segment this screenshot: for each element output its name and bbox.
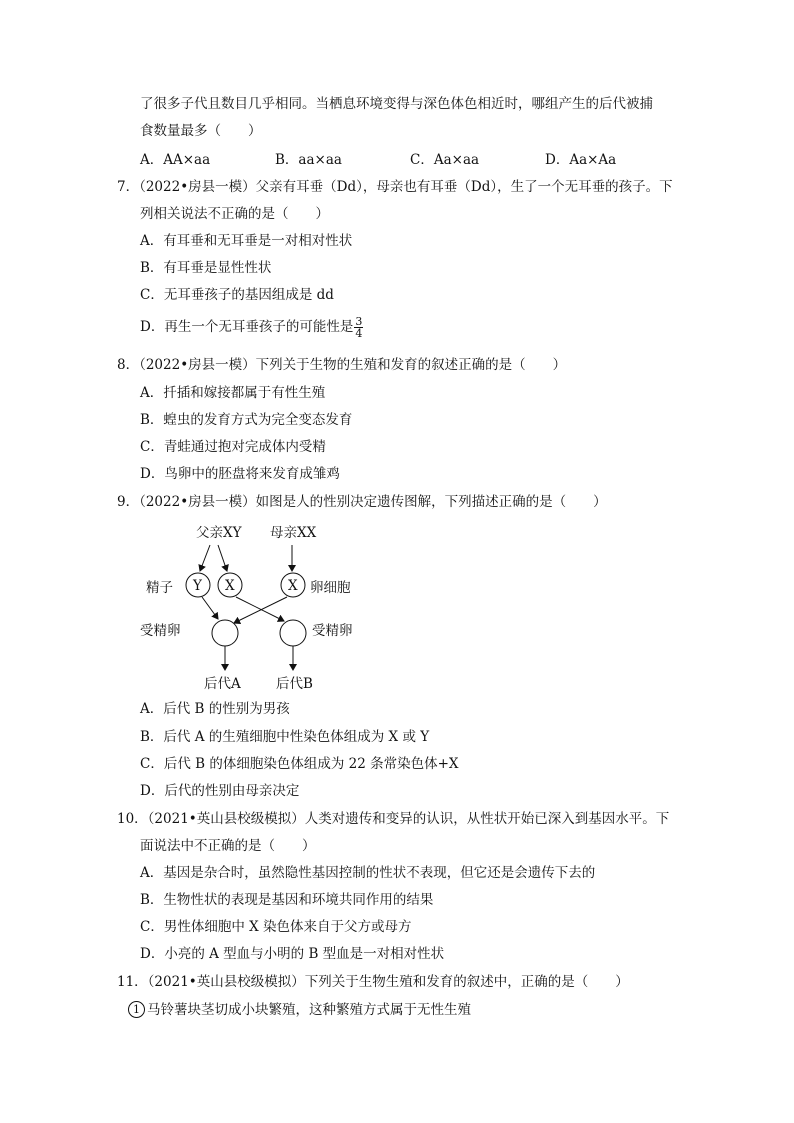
q11-item-1-text: 马铃薯块茎切成小块繁殖，这种繁殖方式属于无性生殖 — [147, 1002, 471, 1018]
q6-stem-line2: 食数量最多（ ） — [140, 123, 262, 139]
q7-option-d[interactable] — [140, 316, 363, 339]
q8-option-a[interactable]: A．扦插和嫁接都属于有性生殖 — [140, 385, 326, 401]
egg-x-text: X — [288, 578, 298, 594]
q6-stem-line1: 了很多子代且数目几乎相同。当栖息环境变得与深色体色相近时，哪组产生的后代被捕 — [140, 96, 653, 112]
q7-stem-line2: 列相关说法不正确的是（ ） — [140, 206, 329, 222]
q7-option-b[interactable]: B．有耳垂是显性性状 — [140, 260, 272, 276]
q8-stem: 8．（2022•房县一模）下列关于生物的生殖和发育的叙述正确的是（ ） — [117, 357, 567, 373]
sperm-y-text: Y — [193, 578, 202, 594]
mother-label: 母亲XX — [270, 525, 317, 541]
q9-option-a[interactable]: A．后代 B 的性别为男孩 — [140, 701, 290, 717]
arrow-father-to-x — [218, 545, 227, 571]
offspring-a-label: 后代A — [204, 676, 241, 692]
arrow-y-to-zygote-a — [202, 597, 218, 619]
zygote-left-label: 受精卵 — [140, 623, 181, 639]
q8-option-c[interactable]: C．青蛙通过抱对完成体内受精 — [140, 439, 326, 455]
arrow-x-to-zygote-b — [236, 597, 284, 621]
q10-option-a[interactable]: A．基因是杂合时，虽然隐性基因控制的性状不表现，但它还是会遗传下去的 — [140, 865, 596, 881]
q8-option-b[interactable]: B．蝗虫的发育方式为完全变态发育 — [140, 412, 353, 428]
q9-option-b[interactable]: B．后代 A 的生殖细胞中性染色体组成为 X 或 Y — [140, 729, 430, 745]
q10-option-d[interactable]: D．小亮的 A 型血与小明的 B 型血是一对相对性状 — [140, 946, 445, 962]
q7-option-d-text: D．再生一个无耳垂孩子的可能性是 — [140, 319, 354, 335]
fraction-denominator: 4 — [355, 327, 363, 340]
arrow-father-to-y — [200, 545, 210, 571]
fraction — [354, 316, 363, 339]
q11-item-1 — [128, 1000, 471, 1020]
q6-option-b[interactable]: B．aa×aa — [275, 152, 342, 168]
egg-label: 卵细胞 — [310, 580, 351, 596]
arrow-egg-to-zygote-a — [234, 597, 287, 623]
q6-option-c[interactable]: C．Aa×aa — [410, 152, 480, 168]
circled-number: 1 — [128, 1001, 145, 1018]
q6-option-a[interactable]: A．AA×aa — [140, 152, 211, 168]
q6-options — [140, 150, 680, 170]
sex-determination-diagram — [130, 515, 390, 695]
q10-option-c[interactable]: C．男性体细胞中 X 染色体来自于父方或母方 — [140, 919, 412, 935]
sperm-label: 精子 — [146, 580, 173, 596]
q7-option-a[interactable]: A．有耳垂和无耳垂是一对相对性状 — [140, 233, 353, 249]
q6-option-d[interactable]: D．Aa×Aa — [545, 152, 617, 168]
q9-stem: 9．（2022•房县一模）如图是人的性别决定遗传图解，下列描述正确的是（ ） — [117, 494, 607, 510]
q10-option-b[interactable]: B．生物性状的表现是基因和环境共同作用的结果 — [140, 892, 434, 908]
offspring-b-label: 后代B — [276, 676, 313, 692]
father-label: 父亲XY — [196, 525, 242, 541]
fraction-numerator: 3 — [355, 315, 363, 328]
zygote-a-circle — [212, 620, 238, 646]
zygote-b-circle — [280, 620, 306, 646]
sperm-x-text: X — [225, 578, 235, 594]
q7-stem-line1: 7．（2022•房县一模）父亲有耳垂（Dd），母亲也有耳垂（Dd），生了一个无耳垂的孩子。下 — [117, 179, 673, 195]
q11-stem: 11．（2021•英山县校级模拟）下列关于生物生殖和发育的叙述中，正确的是（ ） — [117, 974, 629, 990]
q7-option-c[interactable]: C．无耳垂孩子的基因组成是 dd — [140, 287, 334, 303]
q9-option-d[interactable]: D．后代的性别由母亲决定 — [140, 783, 300, 799]
q10-stem-line1: 10．（2021•英山县校级模拟）人类对遗传和变异的认识，从性状开始已深入到基因水平。下 — [117, 811, 670, 827]
q8-option-d[interactable]: D．鸟卵中的胚盘将来发育成雏鸡 — [140, 466, 340, 482]
q9-option-c[interactable]: C．后代 B 的体细胞染色体组成为 22 条常染色体+X — [140, 756, 459, 772]
q10-stem-line2: 面说法中不正确的是（ ） — [140, 838, 316, 854]
zygote-right-label: 受精卵 — [312, 623, 353, 639]
